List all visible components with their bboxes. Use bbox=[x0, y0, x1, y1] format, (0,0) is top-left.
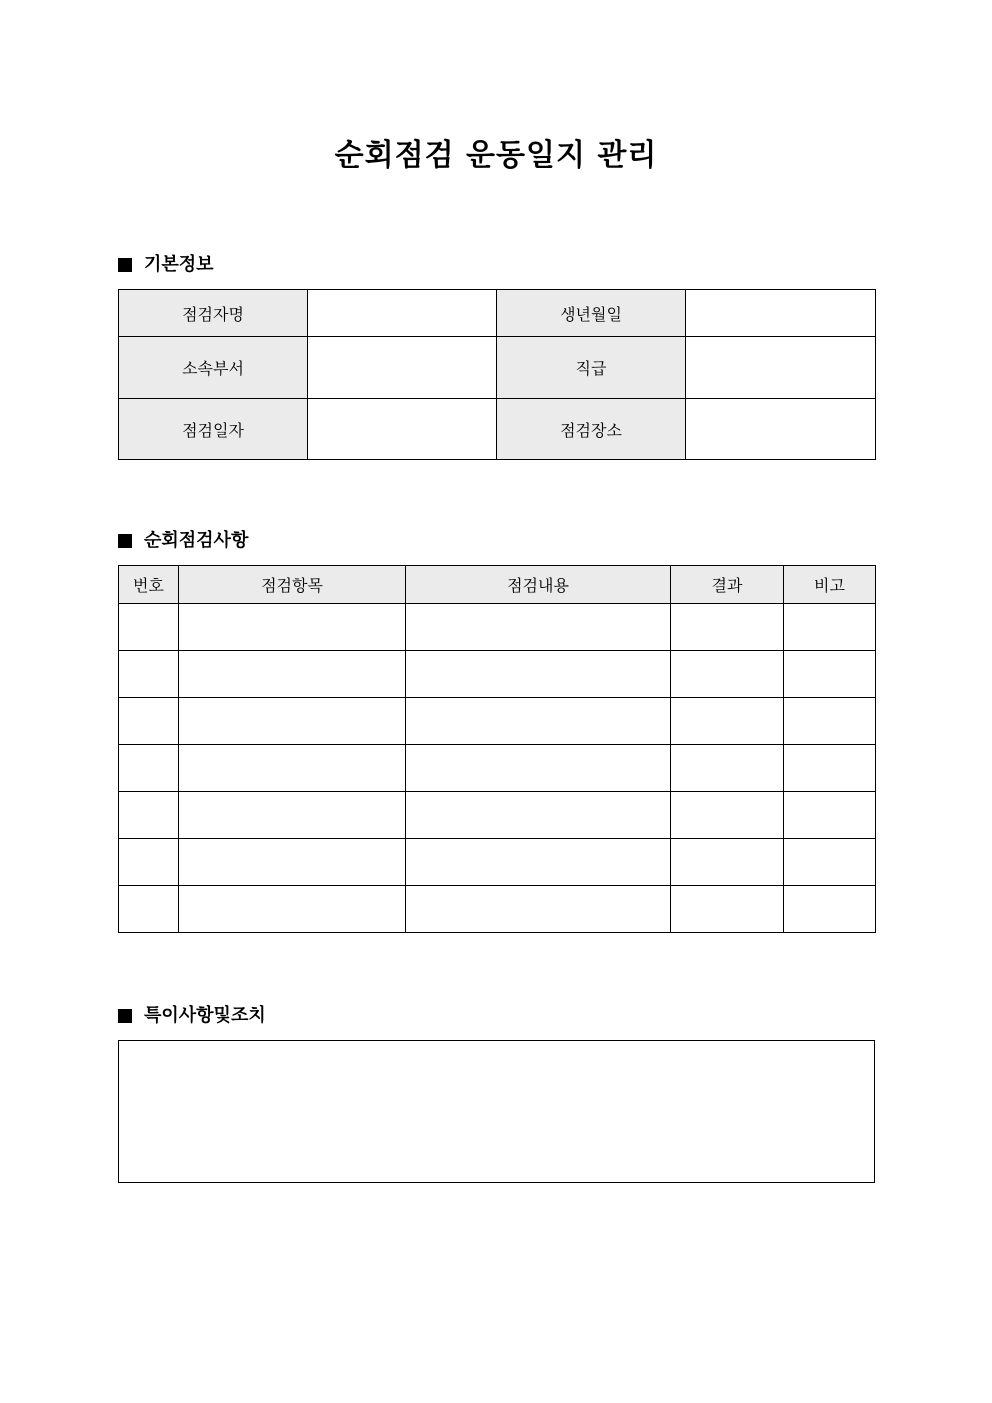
content-cell[interactable] bbox=[406, 745, 671, 792]
section-heading-label: 기본정보 bbox=[144, 254, 214, 275]
number-cell[interactable] bbox=[119, 698, 179, 745]
section-heading-basic-info bbox=[118, 253, 214, 277]
result-cell[interactable] bbox=[671, 792, 784, 839]
inspection-date-field[interactable] bbox=[308, 399, 497, 460]
number-cell[interactable] bbox=[119, 886, 179, 933]
column-header-result: 결과 bbox=[671, 566, 784, 604]
table-header-row bbox=[119, 566, 876, 604]
label-inspector-name: 점검자명 bbox=[119, 290, 308, 337]
square-bullet-icon bbox=[118, 258, 132, 272]
page-title: 순회점검 운동일지 관리 bbox=[334, 138, 658, 173]
content-cell[interactable] bbox=[406, 792, 671, 839]
basic-info-table bbox=[118, 289, 876, 460]
table-row bbox=[119, 337, 876, 399]
table-row bbox=[119, 745, 876, 792]
table-row bbox=[119, 651, 876, 698]
note-cell[interactable] bbox=[784, 792, 876, 839]
position-field[interactable] bbox=[686, 337, 876, 399]
number-cell[interactable] bbox=[119, 604, 179, 651]
item-cell[interactable] bbox=[179, 886, 406, 933]
result-cell[interactable] bbox=[671, 886, 784, 933]
result-cell[interactable] bbox=[671, 651, 784, 698]
item-cell[interactable] bbox=[179, 604, 406, 651]
result-cell[interactable] bbox=[671, 839, 784, 886]
number-cell[interactable] bbox=[119, 792, 179, 839]
note-cell[interactable] bbox=[784, 886, 876, 933]
birth-date-field[interactable] bbox=[686, 290, 876, 337]
inspection-items-body bbox=[119, 604, 876, 933]
department-field[interactable] bbox=[308, 337, 497, 399]
note-cell[interactable] bbox=[784, 745, 876, 792]
number-cell[interactable] bbox=[119, 745, 179, 792]
result-cell[interactable] bbox=[671, 698, 784, 745]
label-inspection-date: 점검일자 bbox=[119, 399, 308, 460]
section-heading-remarks bbox=[118, 1004, 266, 1028]
table-row bbox=[119, 698, 876, 745]
content-cell[interactable] bbox=[406, 604, 671, 651]
content-cell[interactable] bbox=[406, 886, 671, 933]
content-cell[interactable] bbox=[406, 651, 671, 698]
remarks-textarea[interactable] bbox=[118, 1040, 875, 1183]
section-heading-label: 순회점검사항 bbox=[144, 530, 249, 551]
table-row bbox=[119, 792, 876, 839]
number-cell[interactable] bbox=[119, 839, 179, 886]
content-cell[interactable] bbox=[406, 839, 671, 886]
label-department: 소속부서 bbox=[119, 337, 308, 399]
note-cell[interactable] bbox=[784, 839, 876, 886]
note-cell[interactable] bbox=[784, 698, 876, 745]
note-cell[interactable] bbox=[784, 651, 876, 698]
label-position: 직급 bbox=[497, 337, 686, 399]
table-row bbox=[119, 290, 876, 337]
item-cell[interactable] bbox=[179, 745, 406, 792]
column-header-item: 점검항목 bbox=[179, 566, 406, 604]
table-row bbox=[119, 604, 876, 651]
content-cell[interactable] bbox=[406, 698, 671, 745]
item-cell[interactable] bbox=[179, 698, 406, 745]
item-cell[interactable] bbox=[179, 651, 406, 698]
result-cell[interactable] bbox=[671, 604, 784, 651]
section-heading-label: 특이사항및조치 bbox=[144, 1005, 266, 1026]
inspection-items-table bbox=[118, 565, 876, 933]
result-cell[interactable] bbox=[671, 745, 784, 792]
label-birth-date: 생년월일 bbox=[497, 290, 686, 337]
inspector-name-field[interactable] bbox=[308, 290, 497, 337]
table-row bbox=[119, 399, 876, 460]
inspection-place-field[interactable] bbox=[686, 399, 876, 460]
section-heading-inspection-items bbox=[118, 529, 248, 553]
column-header-number: 번호 bbox=[119, 566, 179, 604]
item-cell[interactable] bbox=[179, 792, 406, 839]
column-header-note: 비고 bbox=[784, 566, 876, 604]
label-inspection-place: 점검장소 bbox=[497, 399, 686, 460]
item-cell[interactable] bbox=[179, 839, 406, 886]
column-header-content: 점검내용 bbox=[406, 566, 671, 604]
square-bullet-icon bbox=[118, 534, 132, 548]
note-cell[interactable] bbox=[784, 604, 876, 651]
table-row bbox=[119, 839, 876, 886]
table-row bbox=[119, 886, 876, 933]
number-cell[interactable] bbox=[119, 651, 179, 698]
square-bullet-icon bbox=[118, 1009, 132, 1023]
